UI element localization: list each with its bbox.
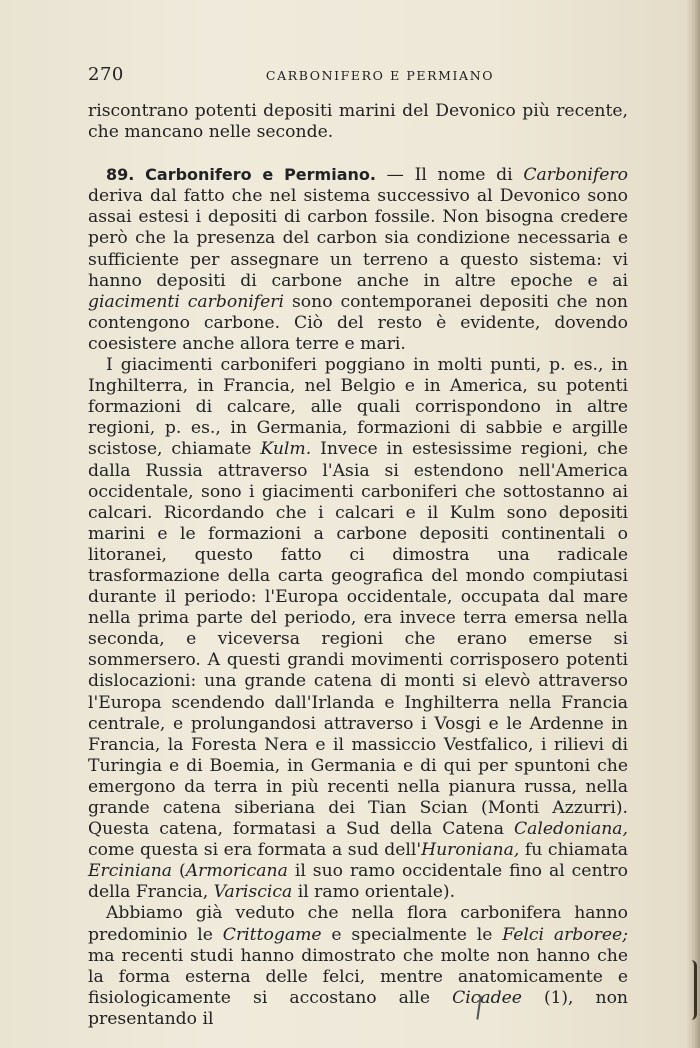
paragraph-section-89 xyxy=(88,164,628,355)
paragraph-giacimenti xyxy=(88,355,628,903)
paragraph-flora xyxy=(88,903,628,1030)
text-run: non presentando il xyxy=(88,987,628,1029)
text-run: ma recenti studi hanno dimostrato che molte non hanno che la forma esterna delle felci, mentre anatomicamente e fisiologicamente si accostano alle xyxy=(88,945,628,1008)
section-heading xyxy=(106,165,376,184)
page-edge-shadow xyxy=(686,0,700,1048)
text-run: Abbiamo già veduto che nella flora carbonifera hanno predominio le xyxy=(88,903,628,945)
text-run: e specialmente le xyxy=(321,924,503,945)
term-crittogame: Crittogame xyxy=(222,924,322,945)
text-run: il suo ramo occidentale fino al centro della Francia, xyxy=(88,861,628,903)
text-run: I giacimenti carboniferi poggiano in molti punti, p. es., in Inghilterra, in Francia, nel Belgio e in America, su potenti formazioni di calcare, alle quali corrispondono in altre regioni, p. es., in Germania, formazioni di sabbie e argille scistose, chiamate xyxy=(88,355,628,460)
section-title: Carbonifero e Permiano. xyxy=(145,165,376,185)
text-run: ( xyxy=(172,861,186,882)
term-giacimenti-carboniferi: giacimenti carboniferi xyxy=(88,291,285,312)
footnote-reference: (1), xyxy=(521,987,574,1008)
running-title: CARBONIFERO E PERMIANO xyxy=(265,68,495,83)
term-armoricana: Armoricana xyxy=(185,861,288,882)
page-number: 270 xyxy=(88,64,124,85)
term-cicadee: Cicadee xyxy=(452,987,522,1008)
term-caledoniana: Caledoniana, xyxy=(513,819,628,840)
body-text xyxy=(88,101,628,1030)
text-run: Invece in estesissime regioni, che dalla Russia attraverso l'Asia si estendono nell'America occidentale, sono i giacimenti carboniferi che sottostanno ai calcari. Ricordando che i calcari e il Kulm sono depositi marini e le formazioni a carbone depositi continentali o litoranei, questo fatto ci dimostra una radicale trasformazione della carta geografica del mondo compiutasi durante il periodo: l'Europa occidentale, occupata dal mare nella prima parte del periodo, era invece terra emersa nella seconda, e viceversa regioni che erano emerse si sommersero. A questi grandi movimenti corrisposero potenti dislocazioni: una grande catena di monti si elevò attraverso l'Europa scendendo dall'Irlanda e Inghilterra nella Francia centrale, e prolungandosi attraverso i Vosgi e le Ardenne in Francia, la Foresta Nera e il massiccio Vestfalico, i rilievi di Turingia e di Boemia, in Germania e di qui per spuntoni che emergono da terra in più recenti nella pianura russa, nella grande catena siberiana dei Tian Scian (Monti Azzurri). Questa catena, formatasi a Sud della Catena xyxy=(88,439,628,840)
text-run: sono contemporanei depositi che non contengono carbone. Ciò del resto è evidente, dovendo coesistere anche allora terre e mari. xyxy=(88,291,628,354)
text-run: deriva dal fatto che nel sistema successivo al Devonico sono assai estesi i depositi di carbon fossile. Non bisogna credere però che la presenza del carbon sia condizione necessaria e sufficiente per assegnare un terreno a questo sistema: vi hanno depositi di carbone anche in altre epoche e ai xyxy=(88,186,628,291)
paragraph-continuation: riscontrano potenti depositi marini del Devonico più recente, che mancano nelle seconde. xyxy=(88,101,628,143)
term-variscica: Variscica xyxy=(213,882,293,903)
text-run: come questa si era formata a sud dell' xyxy=(88,840,422,861)
term-kulm: Kulm. xyxy=(260,439,312,460)
text-run: il ramo orientale). xyxy=(292,882,456,903)
term-erciniana: Erciniana xyxy=(88,861,173,882)
term-huroniana: Huroniana, xyxy=(421,840,520,861)
text-run: — Il nome di xyxy=(375,165,524,186)
term-carbonifero: Carbonifero xyxy=(523,165,628,186)
text-run: fu chiamata xyxy=(519,840,628,861)
page-header xyxy=(88,64,648,86)
section-number: 89. xyxy=(106,165,135,185)
margin-bracket-mark xyxy=(688,960,697,1020)
term-felci-arboree: Felci arboree; xyxy=(502,924,628,945)
